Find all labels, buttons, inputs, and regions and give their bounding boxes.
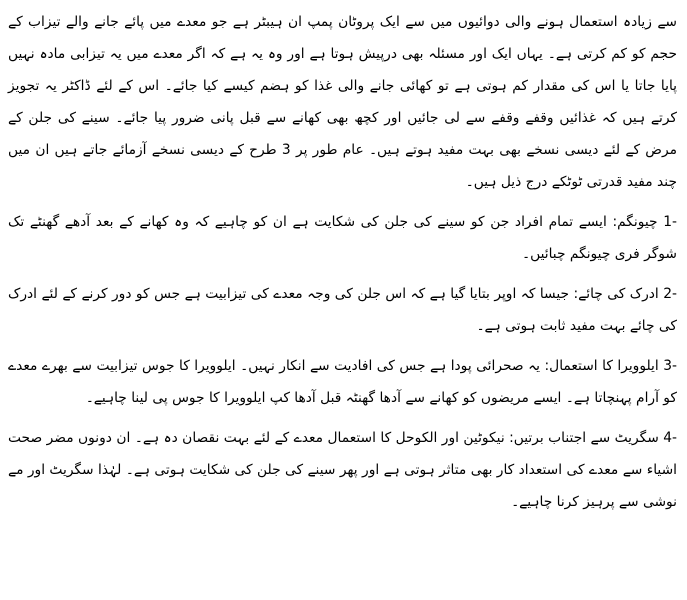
remedy-aloe-vera-paragraph: -3 ایلوویرا کا استعمال: یہ صحرائی پودا ہے جس کی افادیت سے انکار نہیں۔ ایلوویرا کا جوس تیزابیت سے بھرے معدے کو آرام پہنچاتا ہے۔ ایسے مریضوں کو کھانے سے آدھا گھنٹہ قبل آدھا کپ ایلوویرا کا جوس پی لینا چاہیے۔ — [8, 358, 677, 406]
remedy-avoid-smoking-paragraph: -4 سگریٹ سے اجتناب برتیں: نیکوٹین اور الکوحل کا استعمال معدے کے لئے بہت نقصان دہ ہے۔ ان دونوں مضر صحت اشیاء سے معدے کی استعداد کار بھی متاثر ہوتی ہے اور پھر سینے کی جلن کی شکایت ہوتی ہے۔ لہٰذا سگریٹ اور مے نوشی سے پرہیز کرنا چاہیے۔ — [8, 430, 677, 510]
remedy-chewing-gum-paragraph: -1 چیونگم: ایسے تمام افراد جن کو سینے کی جلن کی شکایت ہے ان کو چاہیے کہ وہ کھانے کے بعد آدھے گھنٹے تک شوگر فری چیونگم چبائیں۔ — [8, 214, 677, 262]
remedy-ginger-tea-paragraph: -2 ادرک کی چائے: جیسا کہ اوپر بتایا گیا ہے کہ اس جلن کی وجہ معدے کی تیزابیت ہے جس کو دور کرنے کے لئے ادرک کی چائے بہت مفید ثابت ہوتی ہے۔ — [8, 286, 677, 334]
intro-paragraph: سے زیادہ استعمال ہونے والی دوائیوں میں سے ایک پروٹان پمپ ان ہیبٹر ہے جو معدے میں پائے جانے والے تیزاب کے حجم کو کم کرتی ہے۔ یہاں ایک اور مسئلہ بھی درپیش ہوتا ہے اور وہ یہ ہے کہ اگر معدے میں یہ تیزابی مادہ نہیں پایا جاتا یا اس کی مقدار کم ہوتی ہے تو کھائی جانے والی غذا کو ہضم کیسے کیا جائے۔ اس کے لئے ڈاکٹر یہ تجویز کرتے ہیں کہ غذائیں وقفے وقفے سے لی جائیں اور کچھ بھی کھانے سے قبل پانی ضرور پیا جائے۔ سینے کی جلن کے مرض کے لئے دیسی نسخے بھی بہت مفید ہوتے ہیں۔ عام طور پر 3 طرح کے دیسی نسخے آزمائے جاتے ہیں ان میں چند مفید قدرتی ٹوٹکے درج ذیل ہیں۔ — [8, 14, 677, 190]
